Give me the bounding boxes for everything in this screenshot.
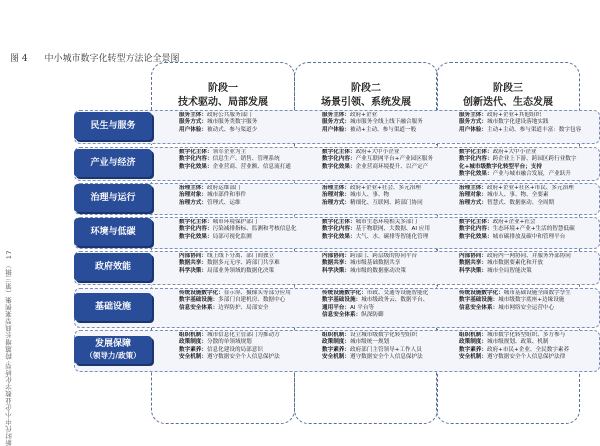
cell-line-value: 城市全局智能决策 (486, 267, 532, 274)
stage-1-cell (179, 253, 319, 283)
cell-line-key: 政策制度： (322, 339, 350, 346)
cell-line-key: 用户体验： (459, 126, 487, 133)
cell-line-key: 数字基础设施： (322, 297, 362, 304)
stage-1-cell (179, 290, 319, 326)
cell-line-key: 化+城市级数字化转型平台；支持 (459, 163, 542, 170)
cell-line-value: 政府+企业+社区+市民、多元治理 (486, 185, 574, 191)
cell-line-key: 内部协同： (459, 253, 487, 259)
stage-3-cell (459, 149, 599, 179)
stage-3-cell (459, 185, 599, 213)
cell-line-key: 数字基础设施： (179, 297, 219, 304)
cell-line (179, 297, 319, 304)
cell-line-key: 数字素养： (179, 346, 207, 353)
cell-line (322, 297, 462, 304)
stage-3-cell (459, 219, 599, 247)
cell-line-key: 治理对象： (459, 192, 487, 199)
cell-line (322, 119, 462, 126)
cell-line-key: 数字化主体： (179, 219, 213, 225)
stage-1-cell (179, 185, 319, 213)
cell-line-key: 科学决策： (459, 267, 487, 274)
cell-line (322, 192, 462, 199)
cell-line (322, 312, 462, 319)
cell-line-key: 治理方式： (179, 199, 207, 206)
cell-line-value: 生态环境+产业+生活的智慧低碳 (492, 226, 575, 233)
cell-line-value: 城市信息化主管部门为推动方 (206, 332, 280, 338)
cell-line-key: 数字基础设施： (459, 297, 499, 304)
cell-line-key: 内部协同： (179, 253, 207, 259)
cell-line-key: 数据共享： (459, 260, 487, 267)
cell-line-value: 政府+企业+其他组织 (486, 112, 542, 118)
cell-line-key: 信息安全体系： (179, 304, 219, 311)
cell-line-value: 政府+市民+企业、全民数字素养 (486, 346, 570, 353)
cell-line-key: 信息安全体系： (459, 304, 499, 311)
cell-line (459, 171, 599, 178)
stage-title: 技术驱动、局部发展 (178, 97, 268, 108)
cell-line (179, 354, 319, 361)
cell-line-value: 企业营商环境提升、以产定产 (355, 163, 429, 170)
cell-line-value: 城市碳排放及碳中和管理平台 (492, 233, 566, 240)
cell-line-value: 城市服务类数字服务 (206, 119, 258, 126)
cell-line-value: 城市级规划、政策、机制 (486, 339, 549, 346)
cell-line-key: 治理主体： (322, 185, 350, 191)
dimension-label-text: 发展保障 (94, 339, 131, 349)
cell-line-value: 城市部件和事件 (206, 192, 247, 199)
dimension-label-text: 产业与经济 (90, 158, 136, 168)
cell-line-key: 数字化效果： (179, 233, 213, 240)
cell-line-value: 管理式、运维 (206, 199, 241, 206)
cell-line-value: 局部可视化监测 (212, 233, 252, 240)
cell-line-value: 被动式、参与渠道少 (206, 126, 258, 133)
cell-line (322, 268, 462, 275)
cell-line-value: 基于物联网、大数据、AI 应用 (355, 226, 430, 233)
stage-title: 场景引领、系统发展 (321, 97, 411, 108)
dimension-label-text: 政府效能 (94, 262, 131, 272)
sidebar-text: 新时代中小企业数字化转型·跨越增长典型案例集（第三辑） 17 (5, 250, 13, 446)
cell-line-value: 城市级数字底座+边缘设施 (498, 297, 565, 304)
stage-3-cell (459, 290, 599, 326)
cell-line-key: 数字化内容： (322, 156, 356, 163)
cell-line (322, 164, 462, 171)
cell-line-value: 城市数字化转型组织、多方参与 (486, 332, 566, 338)
cell-line (459, 297, 599, 304)
cell-line-key: 传统设施数字化： (459, 290, 504, 296)
cell-line-value: 设立城市级数字化转型组织 (349, 332, 418, 338)
cell-line-value: 分散的单领域规划 (206, 339, 252, 346)
cell-line (179, 260, 319, 267)
cell-line-value: 显示屏、摄像头等部分应用 (223, 290, 291, 296)
cell-line-key: 数字化内容： (459, 156, 493, 163)
dimension-row (74, 183, 600, 213)
cell-line-key: 治理主体： (459, 185, 487, 191)
cell-line (459, 339, 599, 346)
stage-2-cell (322, 253, 462, 283)
dimension-row (74, 330, 600, 370)
cell-line-key: 传统设施数字化： (179, 290, 224, 296)
dimension-label (74, 293, 152, 321)
cell-line (459, 200, 599, 207)
cell-line-key: 数字化内容： (322, 226, 356, 233)
dimension-label (74, 149, 152, 177)
dimension-label-text: 基础设施 (94, 302, 131, 312)
cell-line-value: 大气、水、碳排等智能化管理 (355, 233, 429, 240)
cell-line-value: 城市人、事、物 (349, 192, 390, 199)
stage-2-cell (322, 290, 462, 326)
stage-2-cell (322, 332, 462, 370)
cell-line-value: 政府公共服务部门 (206, 112, 252, 118)
cell-line-value: 城市人、事、物、全要素 (486, 192, 549, 199)
cell-line-value: AI 平台等 (349, 304, 375, 311)
cell-line (179, 164, 319, 171)
cell-line-key: 数据共享： (322, 260, 350, 267)
cell-line-value: 政府+企业+社会 (492, 219, 536, 225)
cell-line-value: 城市级基础数据共享 (349, 260, 401, 267)
cell-line-key: 数字化主体： (459, 149, 493, 155)
cell-line-value: 政府内一网协同、并服务外部协同 (486, 253, 571, 259)
stage-name: 阶段二 (351, 83, 381, 94)
cell-line-value: 城市级政务云、数据平台、 (361, 297, 429, 304)
cell-line (179, 234, 319, 241)
stage-1-cell (179, 112, 319, 142)
cell-line-value: 跨企业上下游、跨园区跨行业数字 (492, 156, 577, 163)
cell-line-value: 遵守数据安全个人信息保护法律 (486, 354, 566, 361)
stage-3-cell (459, 253, 599, 283)
stage-1-cell (179, 332, 319, 370)
figure-title: 中小城市数字化转型方法论全景图 (44, 54, 180, 64)
cell-line-value: 政府+企业 (349, 112, 378, 118)
stage-1-cell (179, 149, 319, 179)
cell-line-value: 智慧式、数据驱动、全周期 (486, 199, 555, 206)
dimension-label-text: （领导力/政策） (85, 351, 141, 360)
cell-line-value: 遵守数据安全个人信息保护法 (206, 354, 280, 361)
cell-line (322, 339, 462, 346)
cell-line (459, 260, 599, 267)
cell-line (179, 226, 319, 233)
dimension-label-text: 民生与服务 (90, 121, 136, 131)
cell-line-key: 政策制度： (459, 339, 487, 346)
cell-line-key: 组织机制： (179, 332, 207, 338)
stage-title: 创新迭代、生态发展 (463, 97, 553, 108)
cell-line-key: 用户体验： (179, 126, 207, 133)
cell-line-key: 治理对象： (179, 192, 207, 199)
cell-line-key: 服务方式： (179, 119, 207, 126)
cell-line-value: 数据多元无序、跨部门共享难 (206, 260, 280, 267)
cell-line-value: 产业与城市融合发展，产业跃升 (492, 171, 571, 178)
dimension-row (74, 288, 600, 326)
stage-3-cell (459, 112, 599, 142)
cell-line-key: 安全机制： (179, 354, 207, 361)
stage-3-cell (459, 332, 599, 370)
cell-line-key: 通用平台： (322, 304, 350, 311)
cell-line-key: 数字化主体： (322, 219, 356, 225)
cell-line (179, 119, 319, 126)
cell-line-value: 政府部门主管领导+工作人员 (349, 346, 422, 353)
cell-line (179, 305, 319, 312)
cell-line (179, 156, 319, 163)
cell-line (322, 260, 462, 267)
cell-line-key: 数字化效果： (459, 233, 493, 240)
dimension-label (74, 253, 152, 281)
figure-caption (10, 51, 179, 64)
cell-line (459, 268, 599, 275)
cell-line (322, 226, 462, 233)
cell-line-key: 治理主体： (179, 185, 207, 191)
cell-line-key: 组织机制： (459, 332, 487, 338)
cell-line-key: 治理方式： (322, 199, 350, 206)
cell-line-value: 城市环境保护部门 (212, 219, 258, 225)
cell-line (459, 119, 599, 126)
dimension-row (74, 217, 600, 247)
cell-line-value: 多部门自建机房、数据中心 (218, 297, 286, 304)
cell-line-key: 数字化主体： (179, 149, 213, 155)
cell-line-key: 安全机制： (322, 354, 350, 361)
cell-line-value: 城市级统一规划 (349, 339, 390, 346)
cell-line-value: 城市级的数据驱动决策 (349, 267, 406, 274)
dimension-label (74, 184, 152, 212)
cell-line-key: 服务主体： (322, 112, 350, 118)
page-sidebar (4, 250, 22, 446)
cell-line-value: 边界防护、局部安全 (218, 304, 269, 311)
cell-line (459, 305, 599, 312)
cell-line-value: 遵守数据安全个人信息保护法 (349, 354, 423, 361)
stage-2-cell (322, 112, 462, 142)
cell-line-value: 政府+大中小企业 (355, 149, 400, 155)
cell-line-key: 政策制度： (179, 339, 207, 346)
cell-line-key: 数字化效果： (459, 171, 493, 178)
stage-2-cell (322, 219, 462, 247)
cell-line (179, 268, 319, 275)
cell-line-value: 政府运维部门 (206, 185, 241, 191)
cell-line (459, 226, 599, 233)
cell-line-key: 数字化内容： (459, 226, 493, 233)
cell-line-key: 数字化主体： (322, 149, 356, 155)
cell-line-key: 内部协同： (322, 253, 350, 259)
cell-line-value: 线上线下分离、部门间独立 (206, 253, 275, 259)
cell-line-value: 污染减排指标、监测和考核信息化 (212, 226, 297, 233)
cell-line-key: 治理对象： (322, 192, 350, 199)
cell-line-key: 服务方式： (459, 119, 487, 126)
cell-line (459, 127, 599, 134)
stage-2-cell (322, 185, 462, 213)
cell-line-value: 领军企业为主 (212, 149, 247, 155)
cell-line-key: 信息安全体系： (322, 312, 362, 319)
cell-line-value: 精细化、互联网、跨部门协同 (349, 199, 423, 206)
cell-line-value: 跨部门、跨层级的协同平台 (349, 253, 418, 259)
cell-line (179, 192, 319, 199)
cell-line-value: 主动+主动、参与渠道丰富：数字包容 (486, 126, 582, 133)
stage-name: 阶段一 (208, 83, 238, 94)
cell-line-value: 企业营商、营业额、信息流打通 (212, 163, 291, 170)
cell-line-key: 服务主体： (179, 112, 207, 118)
cell-line-value: 城市网络安全运营中心 (498, 304, 555, 311)
cell-line-key: 安全机制： (459, 354, 487, 361)
cell-line (459, 234, 599, 241)
cell-line-value: 城市数字化建设落地实践 (486, 119, 549, 126)
cell-line (179, 200, 319, 207)
cell-line-value: 城市生态环境相关多部门 (355, 219, 418, 225)
dimension-label (74, 218, 152, 246)
cell-line (459, 192, 599, 199)
cell-line-value: 纵深防御 (361, 312, 384, 319)
dimension-label (74, 112, 152, 140)
cell-line-value: 市政、交通等设施智能化 (366, 290, 429, 296)
cell-line (459, 354, 599, 361)
cell-line-key: 组织机制： (322, 332, 350, 338)
cell-line-key: 数字化效果： (322, 233, 356, 240)
cell-line-value: 城市服务全线上线下融合服务 (349, 119, 423, 126)
dimension-row (74, 147, 600, 179)
cell-line-key: 传统设施数字化： (322, 290, 367, 296)
cell-line-key: 数字化效果： (322, 163, 356, 170)
stage-2-cell (322, 149, 462, 179)
cell-line-key: 治理方式： (459, 199, 487, 206)
cell-line-value: 被动+主动、参与渠道一般 (349, 126, 417, 133)
cell-line-key: 数字化内容： (179, 156, 213, 163)
cell-line (179, 339, 319, 346)
cell-line-value: 城市基础设施全面数字孪生 (503, 290, 571, 296)
cell-line (179, 127, 319, 134)
cell-line-value: 产业互联网平台+产业园区服务 (355, 156, 433, 163)
cell-line-key: 数字素养： (459, 346, 487, 353)
cell-line-key: 科学决策： (179, 267, 207, 274)
dimension-label-text: 治理与运行 (90, 193, 136, 203)
cell-line-key: 数字化内容： (179, 226, 213, 233)
cell-line-key: 数字化主体： (459, 219, 493, 225)
cell-line (322, 234, 462, 241)
cell-line-key: 数据共享： (179, 260, 207, 267)
stage-name: 阶段三 (493, 83, 523, 94)
cell-line-value: 信息生产、销售、管理系统 (212, 156, 280, 163)
cell-line-key: 数字素养： (322, 346, 350, 353)
cell-line (459, 156, 599, 163)
cell-line (322, 354, 462, 361)
cell-line (322, 200, 462, 207)
dimension-label-text: 环境与低碳 (90, 227, 136, 237)
cell-line-key: 服务方式： (322, 119, 350, 126)
cell-line-value: 信息化建设的局部意识 (206, 346, 263, 353)
dimension-label (74, 336, 152, 364)
cell-line-key: 数字化效果： (179, 163, 213, 170)
cell-line-key: 服务主体： (459, 112, 487, 118)
cell-line (322, 156, 462, 163)
cell-line-value: 城市数据要素化和开放 (486, 260, 543, 267)
dimension-row (74, 110, 600, 142)
cell-line-value: 局部业务领域的数据化决策 (206, 267, 275, 274)
cell-line (322, 127, 462, 134)
cell-line-value: 政府+企业+社会、多元治理 (349, 185, 421, 191)
cell-line-key: 用户体验： (322, 126, 350, 133)
cell-line-key: 科学决策： (322, 267, 350, 274)
cell-line-value: 政府+大中小企业 (492, 149, 537, 155)
dimension-row (74, 251, 600, 283)
figure-number: 图 4 (10, 54, 28, 64)
stage-1-cell (179, 219, 319, 247)
